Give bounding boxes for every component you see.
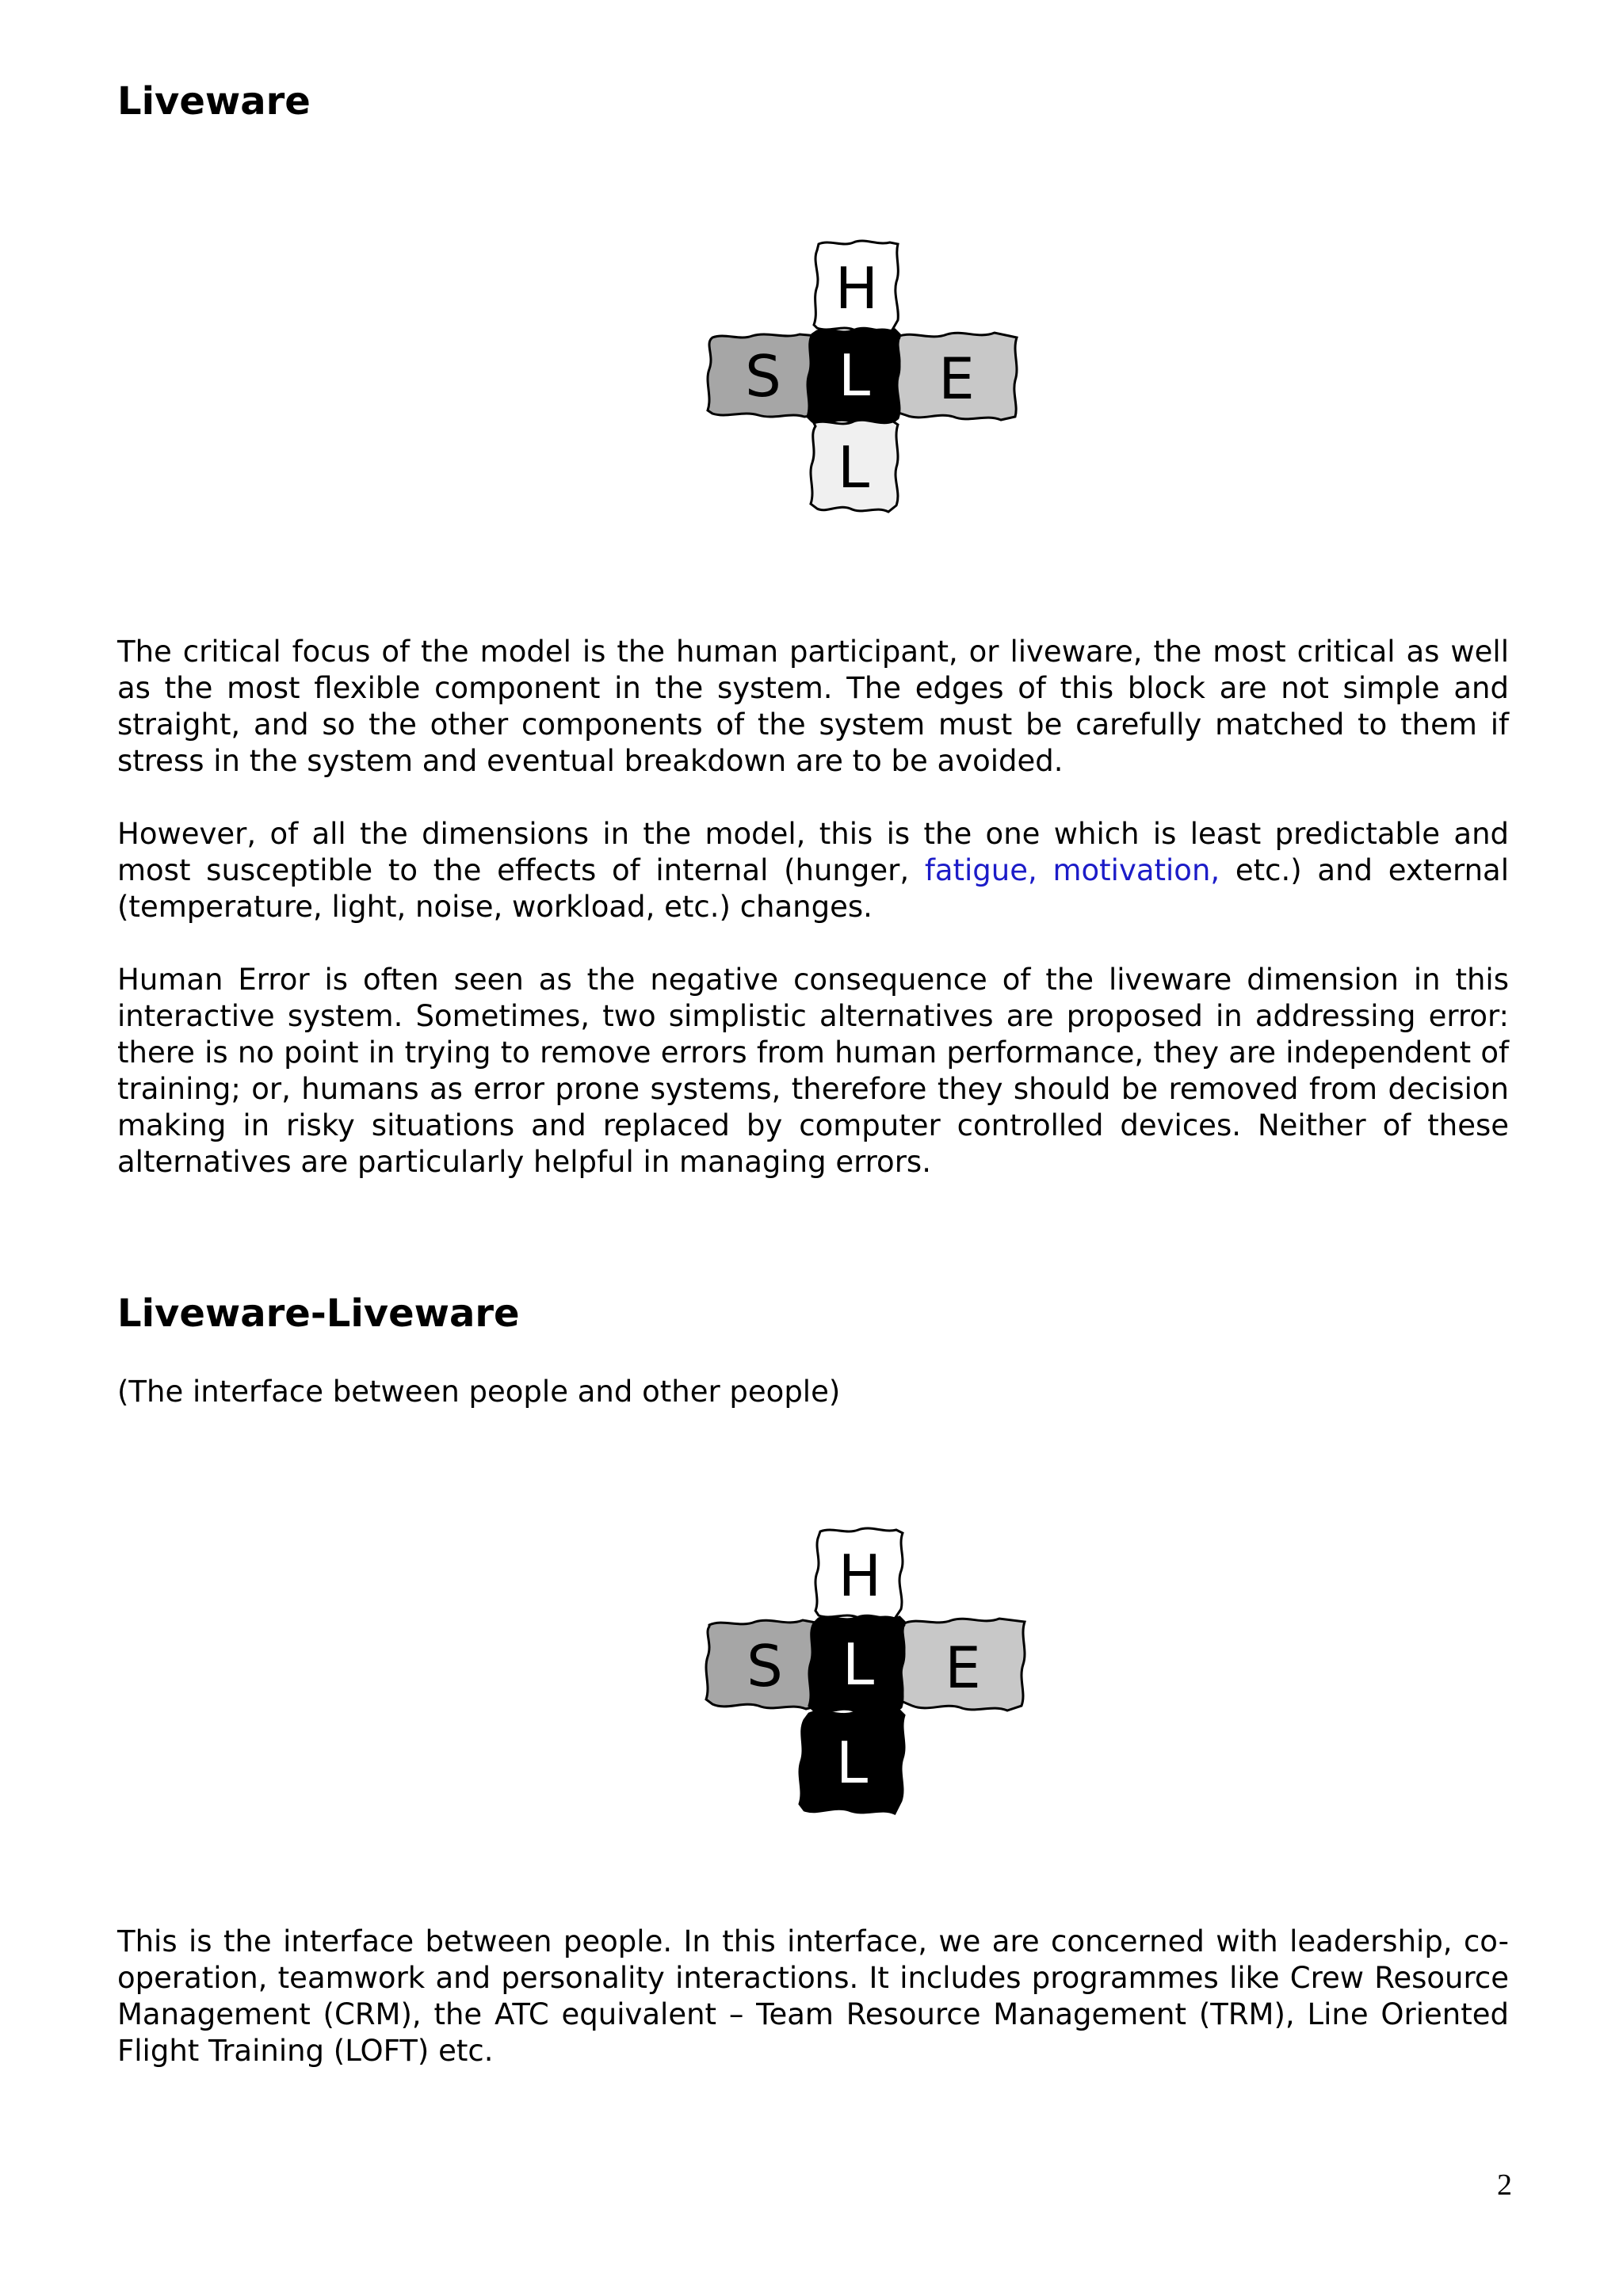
- paragraph-human-error: Human Error is often seen as the negative consequence of the liveware dimension in this interactive system. Sometimes, two simplistic alternatives are proposed in addressing error: there is no point in trying to remove errors from human performance, they are independent of training; or, humans as error prone systems, therefore they should be removed from decision making in risky situations and replaced by computer controlled devices. Neither of these alternatives are particularly helpful in managing errors.: [117, 963, 1509, 1179]
- shell-model-figure-liveware-liveware: [701, 1525, 1034, 1826]
- liveware-center-label: L: [842, 1631, 875, 1698]
- paragraph-liveware-liveware-interface: This is the interface between people. In this interface, we are concerned with leadership, co-operation, teamwork and personality interactions. It includes programmes like Crew Resource Management (CRM), the ATC equivalent – Team Resource Management (TRM), Line Oriented Flight Training (LOFT) etc.: [117, 1924, 1509, 2068]
- liveware-bottom-label: L: [837, 434, 870, 501]
- shell-model-diagram: [701, 238, 1026, 531]
- section-heading-liveware: Liveware: [117, 79, 311, 124]
- section-subtitle: (The interface between people and other people): [117, 1375, 841, 1409]
- environment-label: E: [938, 345, 975, 412]
- liveware-bottom-label: L: [835, 1730, 869, 1796]
- section-heading-liveware-liveware: Liveware-Liveware: [117, 1291, 520, 1336]
- paragraph-liveware-focus: The critical focus of the model is the human participant, or liveware, the most critical as well as the most flexible component in the system. The edges of this block are not simple and straight, and so the other components of the system must be carefully matched to them if stress in the system and eventual breakdown are to be avoided.: [117, 635, 1509, 778]
- environment-label: E: [945, 1634, 981, 1701]
- shell-model-diagram-2: [701, 1525, 1034, 1826]
- page-number: 2: [1497, 2168, 1512, 2202]
- paragraph-text-before-link: However, of all the dimensions in the model, this is the one which is least predictable and most susceptible to the effects of internal (hunger,: [117, 817, 1509, 887]
- shell-model-figure-liveware: [701, 238, 1026, 531]
- hardware-label: H: [838, 1543, 882, 1609]
- liveware-center-label: L: [838, 342, 871, 409]
- paragraph-liveware-predictability: [117, 816, 1509, 925]
- hardware-label: H: [834, 255, 879, 322]
- paragraph-text-after-link: etc.) and external (temperature, light, noise, workload, etc.) changes.: [117, 853, 1509, 924]
- software-label: S: [745, 343, 781, 410]
- software-label: S: [747, 1633, 783, 1699]
- fatigue-motivation-link[interactable]: fatigue, motivation,: [924, 853, 1220, 887]
